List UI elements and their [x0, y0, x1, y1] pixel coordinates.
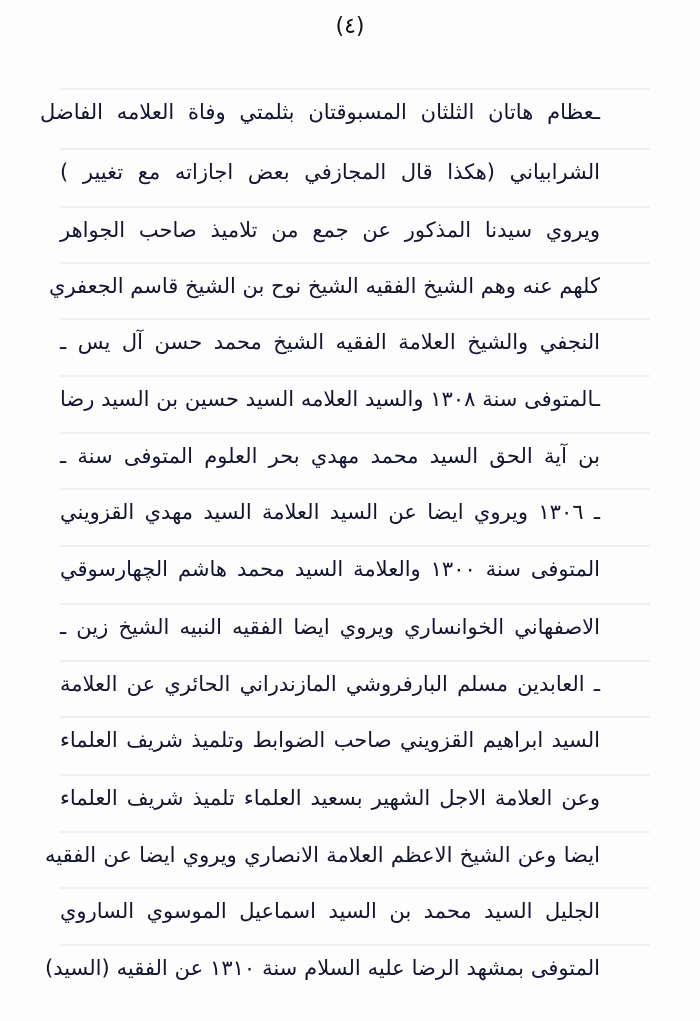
manuscript-line: ـ العابدين مسلم البارفروشي المازندراني الحائري عن العلامة: [60, 672, 600, 696]
page-number: (٤): [335, 14, 365, 39]
bleed-through-line: [60, 432, 650, 434]
manuscript-line: المتوفى بمشهد الرضا عليه السلام سنة ١٣١٠ عن الفقيه (السيد): [45, 956, 600, 980]
bleed-through-line: [60, 831, 650, 833]
bleed-through-line: [60, 88, 650, 90]
bleed-through-line: [60, 318, 650, 320]
bleed-through-line: [60, 488, 650, 490]
manuscript-line: كلهم عنه وهم الشيخ الفقيه الشيخ نوح بن الشيخ قاسم الجعفري: [49, 274, 600, 298]
manuscript-line: ـالمتوفى سنة ١٣٠٨ والسيد العلامه السيد حسين بن السيد رضا: [60, 387, 600, 411]
bleed-through-line: [60, 944, 650, 946]
manuscript-line: ايضا وعن الشيخ الاعظم العلامة الانصاري ويروي ايضا عن الفقيه: [45, 843, 600, 867]
manuscript-line: المتوفى سنة ١٣٠٠ والعلامة السيد محمد هاشم الچهارسوقي: [60, 557, 600, 581]
bleed-through-line: [60, 660, 650, 662]
manuscript-line: السيد ابراهيم القزويني صاحب الضوابط وتلميذ شريف العلماء: [60, 728, 600, 752]
bleed-through-line: [60, 262, 650, 264]
bleed-through-line: [60, 774, 650, 776]
bleed-through-line: [60, 375, 650, 377]
bleed-through-line: [60, 206, 650, 208]
manuscript-line: ـ ١٣٠٦ ويروي ايضا عن السيد العلامة السيد مهدي القزويني: [60, 500, 601, 524]
manuscript-line: النجفي والشيخ العلامة الفقيه الشيخ محمد حسن آل يس ـ: [60, 330, 600, 354]
bleed-through-line: [60, 716, 650, 718]
manuscript-line: ـعظام هاتان الثلثان المسبوقتان بثلمتي وفاة العلامه الفاضل: [40, 100, 600, 124]
manuscript-line: الاصفهاني الخوانساري ويروي ايضا الفقيه النبيه الشيخ زين ـ: [60, 615, 600, 639]
manuscript-line: بن آية الحق السيد محمد مهدي بحر العلوم المتوفى سنة ـ: [60, 444, 600, 468]
manuscript-line: الشرابياني (هكذا قال المجازفي بعض اجازاته مع تغيير ): [60, 160, 600, 184]
bleed-through-line: [60, 603, 650, 605]
manuscript-line: الجليل السيد محمد بن السيد اسماعيل الموسوي الساروي: [60, 899, 600, 923]
manuscript-line: وعن العلامة الاجل الشهير بسعيد العلماء تلميذ شريف العلماء: [60, 786, 600, 810]
manuscript-line: ويروي سيدنا المذكور عن جمع من تلاميذ صاحب الجواهر: [60, 218, 600, 242]
bleed-through-line: [60, 545, 650, 547]
bleed-through-line: [60, 887, 650, 889]
bleed-through-line: [60, 148, 650, 150]
